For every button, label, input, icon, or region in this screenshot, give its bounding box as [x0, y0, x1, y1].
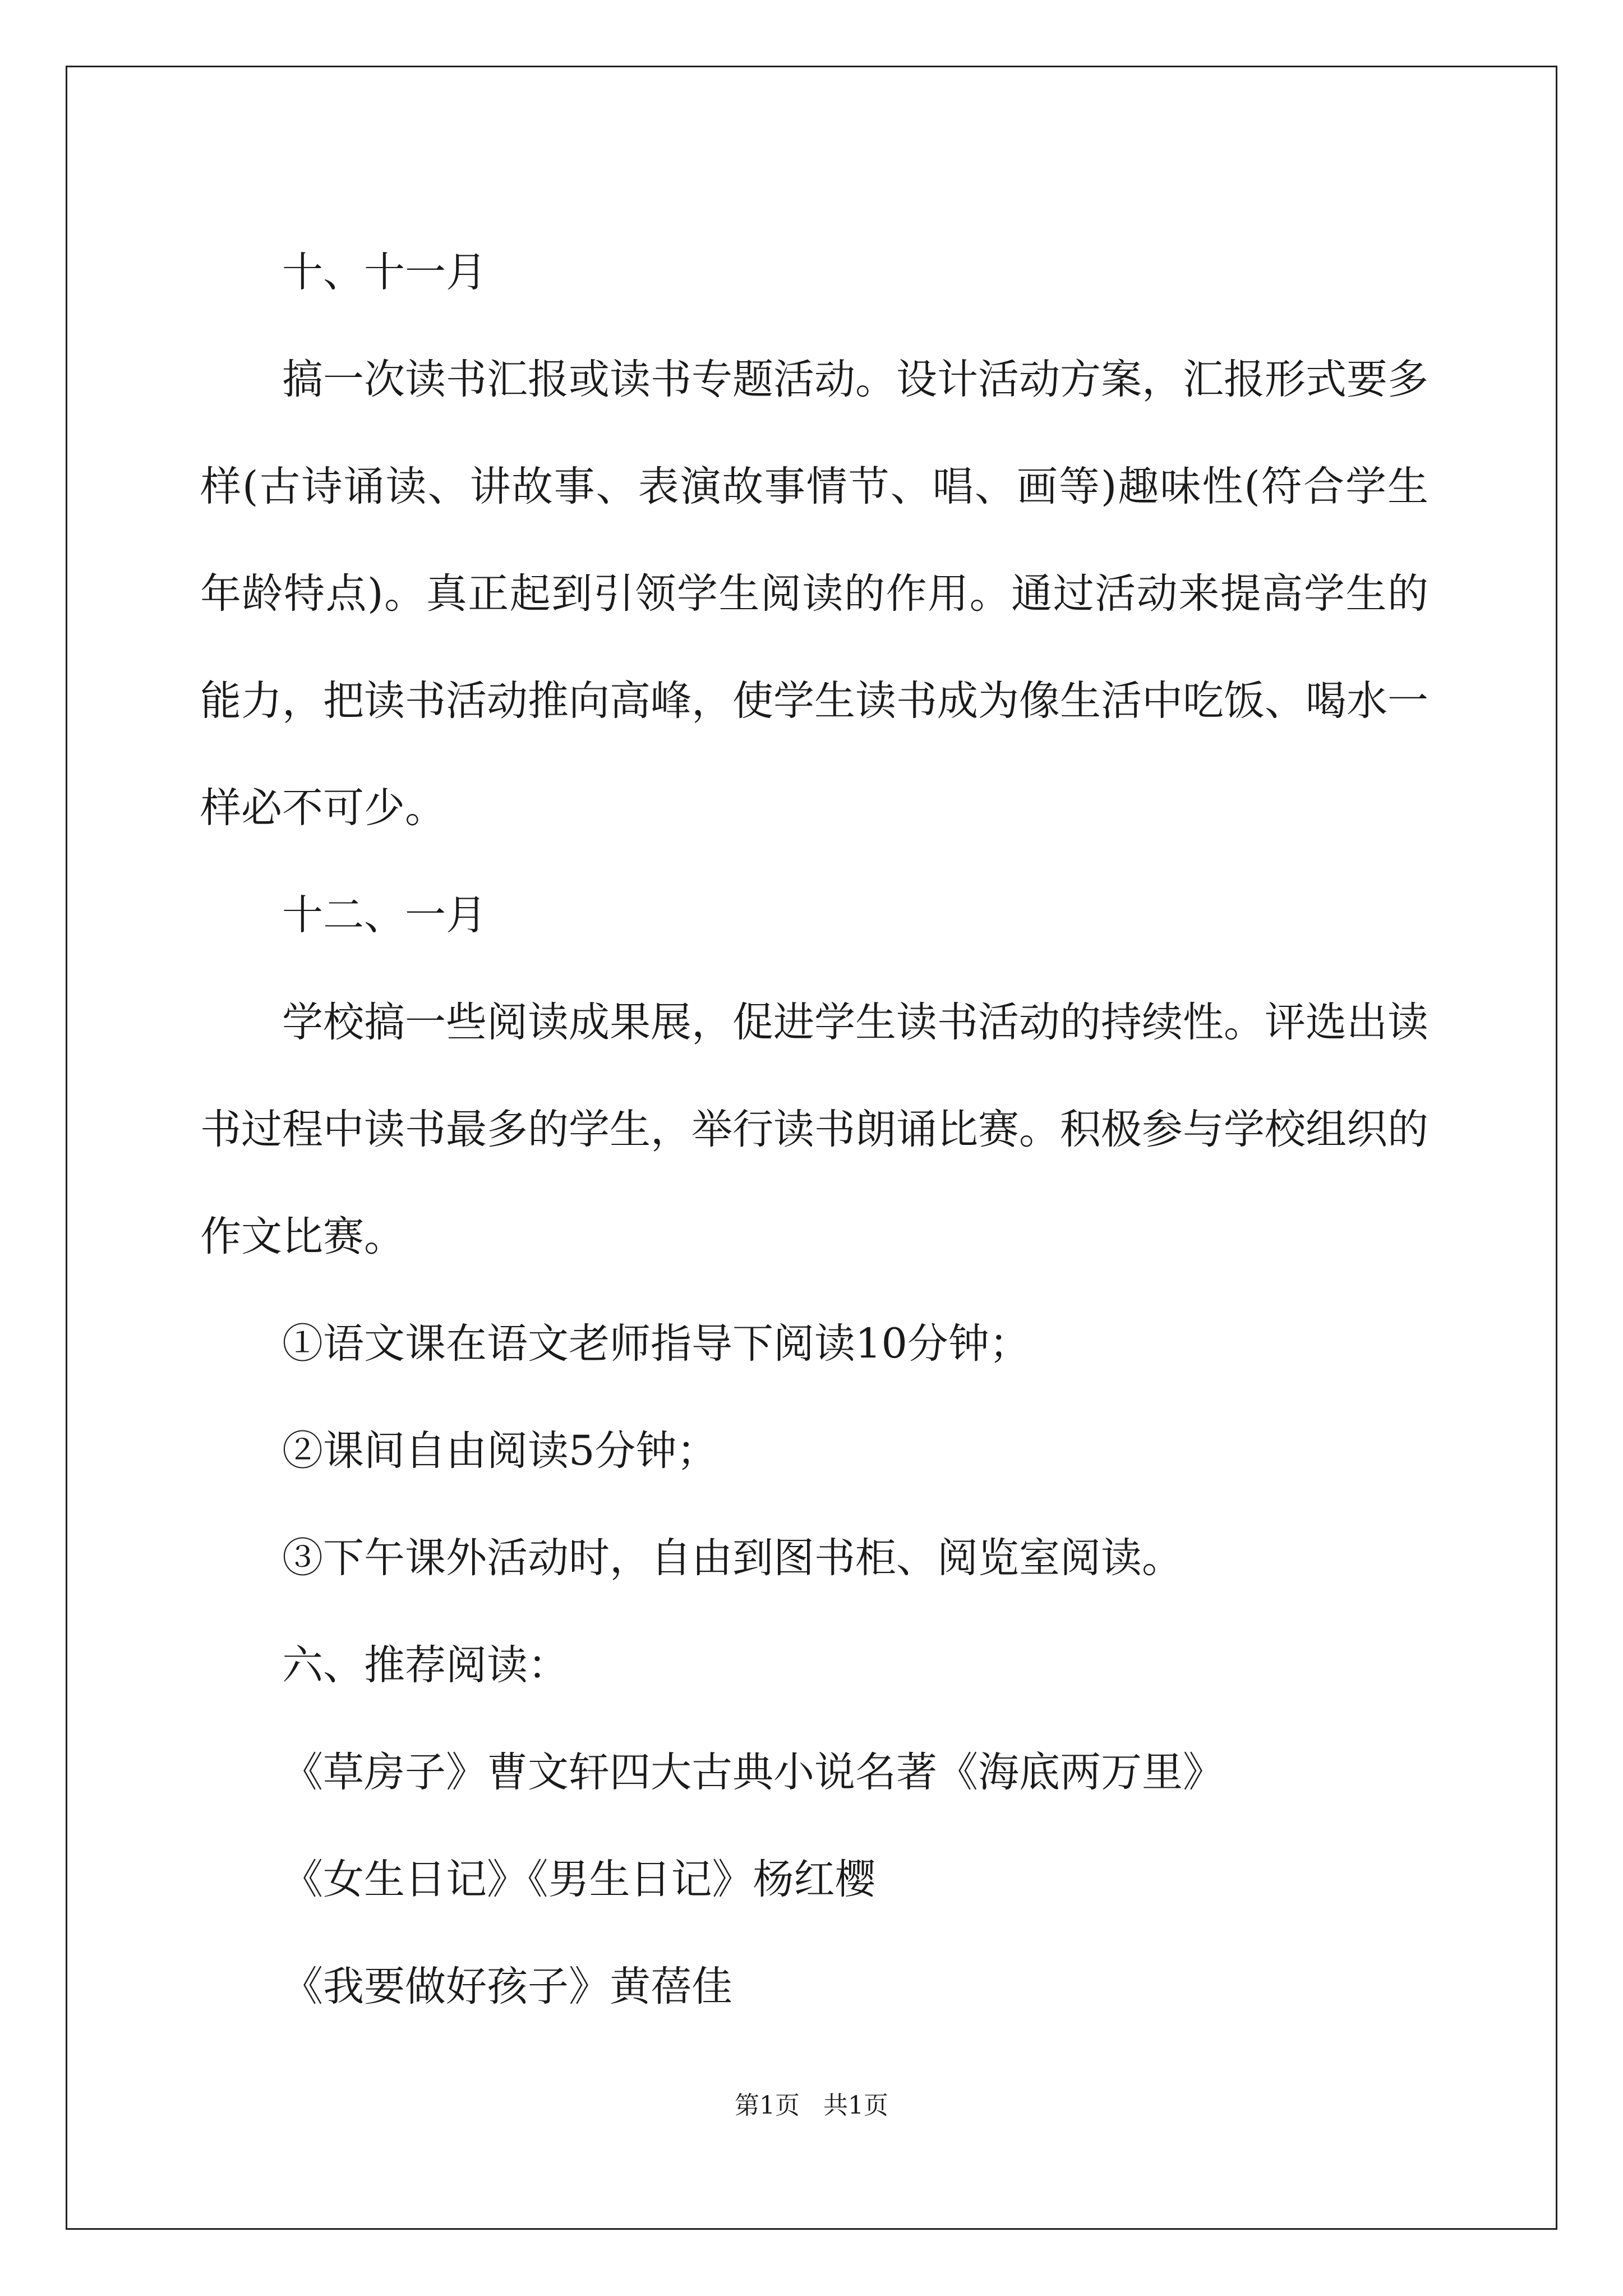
- document-body: [200, 219, 1428, 2040]
- list-item-afternoon-reading: ③下午课外活动时，自由到图书柜、阅览室阅读。: [282, 1534, 1183, 1582]
- section-heading-december: 十二、一月: [282, 891, 487, 939]
- paragraph-reading-exhibition: 学校搞一些阅读成果展，促进学生读书活动的持续性。评选出读书过程中读书最多的学生，举行读书朗诵比赛。积极参与学校组织的作文比赛。: [200, 999, 1428, 1260]
- list-item-chinese-class: ①语文课在语文老师指导下阅读10分钟；: [282, 1320, 1030, 1368]
- page-number-footer: 第1页 共1页: [735, 2091, 888, 2120]
- book-list-item: 《女生日记》《男生日记》杨红樱: [282, 1856, 876, 1903]
- book-list-item: 《我要做好孩子》黄蓓佳: [282, 1963, 732, 2010]
- book-list-item: 《草房子》曹文轩四大古典小说名著《海底两万里》: [282, 1749, 1224, 1796]
- section-heading-recommended: 六、推荐阅读：: [282, 1641, 569, 1689]
- list-item-break-reading: ②课间自由阅读5分钟；: [282, 1427, 718, 1475]
- paragraph-reading-report: 搞一次读书汇报或读书专题活动。设计活动方案，汇报形式要多样(古诗诵读、讲故事、表演故事情节、唱、画等)趣味性(符合学生年龄特点)。真正起到引领学生阅读的作用。通过活动来提高学生的能力，把读书活动推向高峰，使学生读书成为像生活中吃饭、喝水一样必不可少。: [200, 356, 1428, 832]
- section-heading-november: 十、十一月: [282, 249, 487, 296]
